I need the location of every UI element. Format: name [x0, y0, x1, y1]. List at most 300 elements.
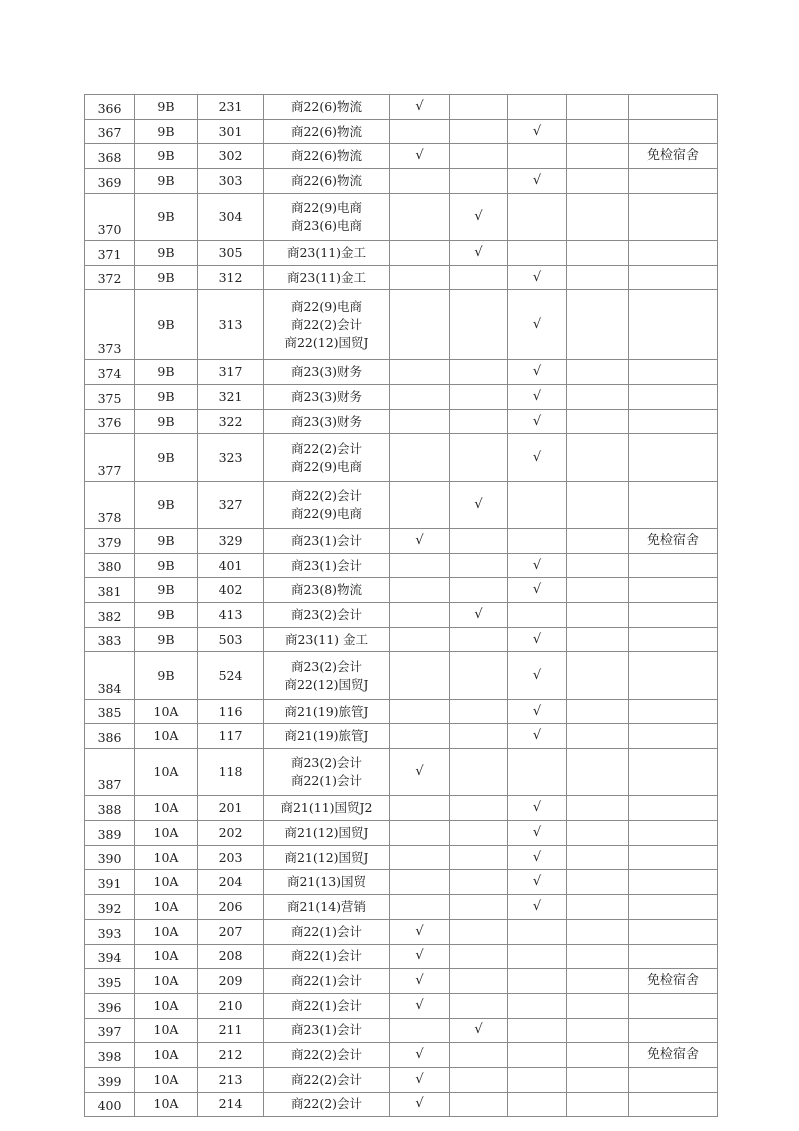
table-row	[85, 1043, 718, 1068]
table-row	[85, 603, 718, 628]
room-number-cell: 303	[198, 169, 264, 194]
class-name: 商23(1)会计	[290, 1022, 363, 1038]
row-number-cell: 376	[85, 409, 135, 434]
building-cell: 10A	[135, 993, 198, 1018]
row-number-cell: 395	[85, 969, 135, 994]
class-name: 商22(2)会计	[290, 316, 363, 332]
table-row	[85, 578, 718, 603]
building-cell: 10A	[135, 944, 198, 969]
building-cell: 9B	[135, 265, 198, 290]
check-column-4-cell	[567, 290, 629, 360]
room-number-cell: 323	[198, 434, 264, 481]
remark-cell	[629, 699, 718, 724]
room-number-cell: 208	[198, 944, 264, 969]
remark-cell	[629, 603, 718, 628]
remark-cell	[629, 360, 718, 385]
check-column-1-cell	[390, 409, 450, 434]
table-row	[85, 241, 718, 266]
row-number-cell: 387	[85, 749, 135, 796]
check-column-1-cell	[390, 796, 450, 821]
check-column-1-cell: √	[390, 969, 450, 994]
building-cell: 9B	[135, 627, 198, 652]
remark-cell	[629, 724, 718, 749]
remark-cell	[629, 796, 718, 821]
check-column-1-cell	[390, 603, 450, 628]
row-number-cell: 389	[85, 821, 135, 846]
row-number-cell: 399	[85, 1067, 135, 1092]
remark-cell	[629, 265, 718, 290]
row-number-cell: 381	[85, 578, 135, 603]
check-column-3-cell: √	[508, 796, 567, 821]
check-column-3-cell	[508, 193, 567, 240]
class-cell	[264, 360, 390, 385]
dormitory-inspection-table	[84, 94, 718, 1117]
remark-cell	[629, 434, 718, 481]
room-number-cell: 302	[198, 144, 264, 169]
class-name: 商22(2)会计	[290, 440, 363, 456]
check-column-1-cell: √	[390, 1067, 450, 1092]
check-column-2-cell	[450, 360, 508, 385]
class-cell	[264, 265, 390, 290]
row-number-cell: 398	[85, 1043, 135, 1068]
check-column-1-cell	[390, 845, 450, 870]
check-column-3-cell	[508, 481, 567, 528]
table-row	[85, 652, 718, 699]
room-number-cell: 317	[198, 360, 264, 385]
table-row	[85, 627, 718, 652]
class-name: 商21(19)旅管J	[284, 703, 369, 719]
check-column-3-cell: √	[508, 409, 567, 434]
building-cell: 9B	[135, 481, 198, 528]
table-row	[85, 919, 718, 944]
remark-cell	[629, 895, 718, 920]
check-column-3-cell: √	[508, 434, 567, 481]
check-column-3-cell: √	[508, 360, 567, 385]
check-column-2-cell	[450, 699, 508, 724]
check-column-4-cell	[567, 821, 629, 846]
check-column-2-cell: √	[450, 603, 508, 628]
remark-cell: 免检宿舍	[629, 144, 718, 169]
class-name: 商23(6)电商	[290, 217, 363, 233]
row-number-cell: 375	[85, 385, 135, 410]
class-cell	[264, 1018, 390, 1043]
class-name: 商22(1)会计	[290, 923, 363, 939]
class-name: 商21(14)营销	[286, 898, 367, 914]
class-cell	[264, 119, 390, 144]
building-cell: 10A	[135, 1043, 198, 1068]
check-column-1-cell	[390, 193, 450, 240]
row-number-cell: 368	[85, 144, 135, 169]
check-column-4-cell	[567, 241, 629, 266]
class-name: 商23(3)财务	[290, 364, 363, 380]
check-column-1-cell	[390, 434, 450, 481]
remark-cell: 免检宿舍	[629, 969, 718, 994]
row-number-cell: 384	[85, 652, 135, 699]
class-name: 商23(8)物流	[290, 582, 363, 598]
building-cell: 9B	[135, 385, 198, 410]
check-column-4-cell	[567, 993, 629, 1018]
check-column-3-cell	[508, 1043, 567, 1068]
check-column-3-cell: √	[508, 553, 567, 578]
room-number-cell: 118	[198, 749, 264, 796]
class-cell	[264, 385, 390, 410]
class-cell	[264, 409, 390, 434]
row-number-cell: 372	[85, 265, 135, 290]
check-column-4-cell	[567, 1018, 629, 1043]
room-number-cell: 209	[198, 969, 264, 994]
building-cell: 10A	[135, 796, 198, 821]
check-column-2-cell	[450, 385, 508, 410]
row-number-cell: 393	[85, 919, 135, 944]
class-cell	[264, 845, 390, 870]
room-number-cell: 203	[198, 845, 264, 870]
check-column-4-cell	[567, 603, 629, 628]
room-number-cell: 301	[198, 119, 264, 144]
check-column-1-cell	[390, 169, 450, 194]
table-row	[85, 1018, 718, 1043]
table-row	[85, 290, 718, 360]
table-row	[85, 870, 718, 895]
building-cell: 9B	[135, 193, 198, 240]
check-column-3-cell: √	[508, 290, 567, 360]
building-cell: 9B	[135, 241, 198, 266]
check-column-3-cell: √	[508, 870, 567, 895]
check-column-2-cell	[450, 627, 508, 652]
row-number-cell: 391	[85, 870, 135, 895]
check-column-4-cell	[567, 385, 629, 410]
class-cell	[264, 969, 390, 994]
check-column-3-cell: √	[508, 627, 567, 652]
building-cell: 10A	[135, 895, 198, 920]
room-number-cell: 213	[198, 1067, 264, 1092]
class-name: 商22(9)电商	[290, 505, 363, 521]
row-number-cell: 378	[85, 481, 135, 528]
check-column-1-cell	[390, 241, 450, 266]
class-name: 商21(12)国贸J	[284, 849, 369, 865]
class-cell	[264, 944, 390, 969]
check-column-2-cell	[450, 652, 508, 699]
remark-cell	[629, 870, 718, 895]
check-column-2-cell	[450, 95, 508, 120]
remark-cell	[629, 578, 718, 603]
class-name: 商22(1)会计	[290, 773, 363, 789]
table-row	[85, 119, 718, 144]
row-number-cell: 373	[85, 290, 135, 360]
check-column-1-cell: √	[390, 993, 450, 1018]
check-column-4-cell	[567, 699, 629, 724]
class-name: 商23(2)会计	[290, 606, 363, 622]
check-column-3-cell	[508, 919, 567, 944]
check-column-4-cell	[567, 724, 629, 749]
class-name: 商23(1)会计	[290, 532, 363, 548]
check-column-3-cell	[508, 944, 567, 969]
check-column-2-cell	[450, 993, 508, 1018]
class-name: 商22(1)会计	[290, 973, 363, 989]
check-column-4-cell	[567, 627, 629, 652]
row-number-cell: 379	[85, 528, 135, 553]
room-number-cell: 202	[198, 821, 264, 846]
building-cell: 10A	[135, 1067, 198, 1092]
check-column-1-cell	[390, 627, 450, 652]
check-column-2-cell	[450, 528, 508, 553]
class-name: 商21(12)国贸J	[284, 824, 369, 840]
check-column-3-cell: √	[508, 895, 567, 920]
room-number-cell: 413	[198, 603, 264, 628]
class-name: 商22(12)国贸J	[284, 334, 369, 350]
building-cell: 9B	[135, 553, 198, 578]
room-number-cell: 401	[198, 553, 264, 578]
check-column-2-cell	[450, 870, 508, 895]
check-column-3-cell	[508, 1092, 567, 1117]
class-name: 商22(1)会计	[290, 997, 363, 1013]
check-column-1-cell	[390, 481, 450, 528]
check-column-1-cell	[390, 724, 450, 749]
row-number-cell: 392	[85, 895, 135, 920]
class-cell	[264, 95, 390, 120]
check-column-2-cell: √	[450, 193, 508, 240]
room-number-cell: 212	[198, 1043, 264, 1068]
check-column-2-cell	[450, 119, 508, 144]
table-row	[85, 796, 718, 821]
remark-cell	[629, 944, 718, 969]
check-column-3-cell	[508, 95, 567, 120]
table-row	[85, 993, 718, 1018]
row-number-cell: 374	[85, 360, 135, 385]
class-cell	[264, 603, 390, 628]
check-column-4-cell	[567, 796, 629, 821]
room-number-cell: 321	[198, 385, 264, 410]
check-column-2-cell	[450, 553, 508, 578]
class-name: 商22(12)国贸J	[284, 676, 369, 692]
check-column-1-cell: √	[390, 1043, 450, 1068]
class-cell	[264, 169, 390, 194]
row-number-cell: 367	[85, 119, 135, 144]
check-column-1-cell: √	[390, 919, 450, 944]
room-number-cell: 305	[198, 241, 264, 266]
table-row	[85, 144, 718, 169]
row-number-cell: 382	[85, 603, 135, 628]
check-column-2-cell: √	[450, 241, 508, 266]
room-number-cell: 211	[198, 1018, 264, 1043]
table-row	[85, 724, 718, 749]
class-name: 商23(11) 金工	[284, 631, 369, 647]
check-column-4-cell	[567, 845, 629, 870]
class-name: 商22(2)会计	[290, 1071, 363, 1087]
check-column-4-cell	[567, 528, 629, 553]
class-cell	[264, 796, 390, 821]
check-column-2-cell	[450, 434, 508, 481]
check-column-4-cell	[567, 870, 629, 895]
table-row	[85, 969, 718, 994]
check-column-3-cell: √	[508, 265, 567, 290]
check-column-3-cell	[508, 1018, 567, 1043]
check-column-1-cell	[390, 290, 450, 360]
class-cell	[264, 993, 390, 1018]
building-cell: 10A	[135, 699, 198, 724]
check-column-4-cell	[567, 749, 629, 796]
check-column-3-cell	[508, 969, 567, 994]
table-row	[85, 528, 718, 553]
room-number-cell: 402	[198, 578, 264, 603]
class-cell	[264, 241, 390, 266]
building-cell: 9B	[135, 144, 198, 169]
class-name: 商22(9)电商	[290, 458, 363, 474]
check-column-3-cell	[508, 528, 567, 553]
room-number-cell: 304	[198, 193, 264, 240]
remark-cell	[629, 821, 718, 846]
remark-cell	[629, 385, 718, 410]
row-number-cell: 377	[85, 434, 135, 481]
check-column-2-cell	[450, 749, 508, 796]
table-row	[85, 385, 718, 410]
class-cell	[264, 528, 390, 553]
check-column-2-cell: √	[450, 1018, 508, 1043]
check-column-3-cell: √	[508, 821, 567, 846]
check-column-2-cell	[450, 944, 508, 969]
check-column-4-cell	[567, 553, 629, 578]
row-number-cell: 383	[85, 627, 135, 652]
building-cell: 9B	[135, 578, 198, 603]
table-row	[85, 749, 718, 796]
table-row	[85, 95, 718, 120]
check-column-1-cell	[390, 652, 450, 699]
room-number-cell: 117	[198, 724, 264, 749]
table-row	[85, 265, 718, 290]
check-column-1-cell	[390, 821, 450, 846]
remark-cell: 免检宿舍	[629, 1043, 718, 1068]
remark-cell	[629, 1067, 718, 1092]
class-cell	[264, 553, 390, 578]
check-column-3-cell	[508, 993, 567, 1018]
check-column-4-cell	[567, 481, 629, 528]
class-cell	[264, 434, 390, 481]
building-cell: 10A	[135, 919, 198, 944]
remark-cell	[629, 749, 718, 796]
check-column-1-cell: √	[390, 95, 450, 120]
row-number-cell: 394	[85, 944, 135, 969]
table-row	[85, 821, 718, 846]
table-row	[85, 1067, 718, 1092]
room-number-cell: 210	[198, 993, 264, 1018]
table-row	[85, 699, 718, 724]
building-cell: 10A	[135, 749, 198, 796]
class-name: 商23(2)会计	[290, 658, 363, 674]
check-column-2-cell	[450, 821, 508, 846]
table-row	[85, 1092, 718, 1117]
class-name: 商22(9)电商	[290, 298, 363, 314]
check-column-4-cell	[567, 1092, 629, 1117]
room-number-cell: 214	[198, 1092, 264, 1117]
check-column-1-cell	[390, 699, 450, 724]
check-column-4-cell	[567, 434, 629, 481]
remark-cell	[629, 553, 718, 578]
room-number-cell: 313	[198, 290, 264, 360]
remark-cell	[629, 290, 718, 360]
check-column-3-cell: √	[508, 169, 567, 194]
check-column-1-cell	[390, 385, 450, 410]
remark-cell	[629, 919, 718, 944]
class-name: 商23(2)会计	[290, 755, 363, 771]
check-column-4-cell	[567, 144, 629, 169]
check-column-1-cell: √	[390, 749, 450, 796]
check-column-3-cell: √	[508, 119, 567, 144]
check-column-1-cell	[390, 1018, 450, 1043]
check-column-4-cell	[567, 360, 629, 385]
check-column-4-cell	[567, 895, 629, 920]
check-column-1-cell: √	[390, 944, 450, 969]
class-name: 商23(11)金工	[286, 244, 367, 260]
check-column-3-cell	[508, 241, 567, 266]
building-cell: 9B	[135, 652, 198, 699]
building-cell: 9B	[135, 434, 198, 481]
building-cell: 9B	[135, 169, 198, 194]
room-number-cell: 204	[198, 870, 264, 895]
remark-cell	[629, 845, 718, 870]
check-column-1-cell	[390, 870, 450, 895]
building-cell: 9B	[135, 528, 198, 553]
check-column-4-cell	[567, 919, 629, 944]
remark-cell	[629, 119, 718, 144]
check-column-4-cell	[567, 578, 629, 603]
class-cell	[264, 699, 390, 724]
building-cell: 9B	[135, 360, 198, 385]
class-cell	[264, 627, 390, 652]
check-column-4-cell	[567, 409, 629, 434]
row-number-cell: 396	[85, 993, 135, 1018]
remark-cell	[629, 481, 718, 528]
check-column-1-cell: √	[390, 1092, 450, 1117]
building-cell: 10A	[135, 870, 198, 895]
class-cell	[264, 870, 390, 895]
class-name: 商22(6)物流	[290, 98, 363, 114]
class-name: 商21(13)国贸	[286, 874, 367, 890]
check-column-2-cell	[450, 1067, 508, 1092]
row-number-cell: 388	[85, 796, 135, 821]
remark-cell	[629, 1018, 718, 1043]
building-cell: 9B	[135, 119, 198, 144]
remark-cell	[629, 652, 718, 699]
check-column-3-cell	[508, 603, 567, 628]
table-row	[85, 944, 718, 969]
check-column-3-cell: √	[508, 845, 567, 870]
class-name: 商23(1)会计	[290, 557, 363, 573]
check-column-4-cell	[567, 1043, 629, 1068]
building-cell: 10A	[135, 845, 198, 870]
class-name: 商22(2)会计	[290, 1096, 363, 1112]
room-number-cell: 207	[198, 919, 264, 944]
class-cell	[264, 652, 390, 699]
class-name: 商22(6)物流	[290, 148, 363, 164]
check-column-2-cell	[450, 169, 508, 194]
class-cell	[264, 1092, 390, 1117]
room-number-cell: 206	[198, 895, 264, 920]
row-number-cell: 385	[85, 699, 135, 724]
remark-cell: 免检宿舍	[629, 528, 718, 553]
remark-cell	[629, 409, 718, 434]
table-row	[85, 434, 718, 481]
row-number-cell: 390	[85, 845, 135, 870]
remark-cell	[629, 993, 718, 1018]
table-row	[85, 409, 718, 434]
check-column-4-cell	[567, 169, 629, 194]
class-name: 商22(6)物流	[290, 123, 363, 139]
row-number-cell: 366	[85, 95, 135, 120]
check-column-2-cell	[450, 1043, 508, 1068]
table-row	[85, 895, 718, 920]
room-number-cell: 116	[198, 699, 264, 724]
row-number-cell: 369	[85, 169, 135, 194]
check-column-3-cell: √	[508, 724, 567, 749]
